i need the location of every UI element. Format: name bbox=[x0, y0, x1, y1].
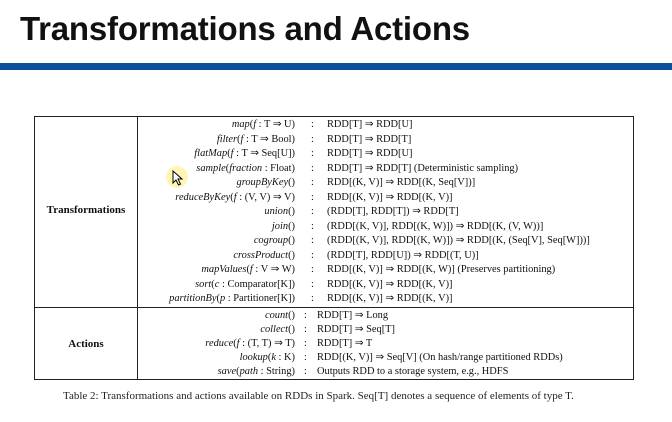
open-paren: ( bbox=[288, 220, 292, 232]
operation-type: Outputs RDD to a storage system, e.g., HDFS bbox=[317, 366, 509, 377]
parameter-type: : T ⇒ Seq[U]) bbox=[233, 148, 295, 159]
parameter-type: ) bbox=[291, 177, 295, 188]
open-paren: ( bbox=[211, 278, 215, 290]
operation-type: RDD[(K, V)] ⇒ RDD[(K, V)] bbox=[327, 293, 453, 304]
separator-colon: : bbox=[311, 293, 314, 304]
parameter-name: path bbox=[239, 366, 259, 377]
parameter-type: : Float) bbox=[262, 162, 295, 174]
parameter-name: f bbox=[236, 338, 240, 349]
operation-type: RDD[(K, V)] ⇒ RDD[(K, W)] (Preserves partitioning) bbox=[327, 264, 556, 275]
operation-name: count bbox=[264, 310, 289, 321]
operation-type: RDD[(K, V)] ⇒ Seq[V] (On hash/range partitioned RDDs) bbox=[317, 352, 563, 363]
operation-signature bbox=[195, 278, 295, 292]
operation-type: RDD[T] ⇒ RDD[T] (Deterministic sampling) bbox=[327, 162, 519, 174]
operation-signature bbox=[240, 351, 295, 365]
operation-signature bbox=[237, 176, 296, 190]
separator-colon: : bbox=[311, 278, 314, 290]
operation-name: mapValues bbox=[201, 264, 247, 275]
operation-type: RDD[T] ⇒ RDD[T] bbox=[327, 133, 412, 145]
parameter-type: : String) bbox=[258, 366, 295, 377]
operation-signature bbox=[265, 309, 295, 323]
title-divider bbox=[0, 63, 672, 70]
parameter-type: : T ⇒ Bool) bbox=[243, 133, 295, 145]
operation-type: (RDD[(K, V)], RDD[(K, W)]) ⇒ RDD[(K, (V, W))] bbox=[327, 220, 544, 232]
operation-name: reduceByKey bbox=[175, 191, 231, 203]
parameter-type: : T ⇒ U) bbox=[256, 119, 295, 130]
open-paren: ( bbox=[236, 366, 240, 377]
separator-colon: : bbox=[304, 366, 307, 377]
operation-name: cogroup bbox=[253, 235, 289, 246]
operation-signature bbox=[194, 147, 295, 161]
separator-colon: : bbox=[311, 119, 314, 130]
operation-row bbox=[138, 205, 633, 219]
operation-name: join bbox=[271, 220, 289, 232]
operation-row bbox=[138, 309, 633, 323]
operation-type: RDD[T] ⇒ T bbox=[317, 338, 373, 349]
operation-signature bbox=[175, 191, 295, 205]
operation-signature bbox=[201, 263, 295, 277]
operation-name: sample bbox=[196, 162, 226, 174]
operation-name: save bbox=[217, 366, 237, 377]
operation-type: RDD[(K, V)] ⇒ RDD[(K, V)] bbox=[327, 278, 453, 290]
separator-colon: : bbox=[311, 235, 314, 246]
open-paren: ( bbox=[288, 235, 292, 246]
operation-type: (RDD[T], RDD[U]) ⇒ RDD[(T, U)] bbox=[327, 249, 479, 261]
operation-name: crossProduct bbox=[233, 249, 289, 261]
operation-signature bbox=[272, 220, 295, 234]
open-paren: ( bbox=[288, 324, 292, 335]
open-paren: ( bbox=[230, 191, 234, 203]
operation-row bbox=[138, 147, 633, 161]
separator-colon: : bbox=[311, 133, 314, 145]
actions-label: Actions bbox=[68, 338, 104, 350]
parameter-type: : (T, T) ⇒ T) bbox=[239, 338, 295, 349]
separator-colon: : bbox=[311, 162, 314, 174]
operation-type: RDD[(K, V)] ⇒ RDD[(K, Seq[V])] bbox=[327, 177, 476, 188]
operation-type: RDD[T] ⇒ Long bbox=[317, 310, 389, 321]
parameter-name: f bbox=[233, 191, 237, 203]
operation-name: partitionBy bbox=[169, 293, 217, 304]
operation-name: groupByKey bbox=[236, 177, 289, 188]
parameter-type: ) bbox=[291, 220, 295, 232]
operation-signature bbox=[254, 234, 295, 248]
operation-row bbox=[138, 220, 633, 234]
open-paren: ( bbox=[233, 338, 237, 349]
parameter-type: : Comparator[K]) bbox=[219, 278, 295, 290]
operation-signature bbox=[169, 292, 295, 306]
open-paren: ( bbox=[216, 293, 220, 304]
operation-signature bbox=[264, 205, 295, 219]
parameter-name: f bbox=[230, 148, 234, 159]
open-paren: ( bbox=[249, 119, 254, 130]
operation-signature bbox=[218, 365, 295, 379]
parameter-type: : Partitioner[K]) bbox=[225, 293, 295, 304]
separator-colon: : bbox=[304, 338, 307, 349]
open-paren: ( bbox=[288, 206, 292, 217]
open-paren: ( bbox=[288, 177, 292, 188]
operation-row bbox=[138, 351, 633, 365]
operation-name: flatMap bbox=[194, 148, 228, 159]
transformations-section bbox=[35, 117, 633, 308]
operation-type: RDD[T] ⇒ Seq[T] bbox=[317, 324, 395, 335]
separator-colon: : bbox=[311, 148, 314, 159]
open-paren: ( bbox=[246, 264, 250, 275]
separator-colon: : bbox=[304, 324, 307, 335]
operation-row bbox=[138, 263, 633, 277]
operation-row bbox=[138, 323, 633, 337]
parameter-type: ) bbox=[291, 206, 295, 217]
open-paren: ( bbox=[227, 148, 231, 159]
open-paren: ( bbox=[225, 162, 230, 174]
separator-colon: : bbox=[311, 177, 314, 188]
operation-row bbox=[138, 365, 633, 379]
operation-type: RDD[T] ⇒ RDD[U] bbox=[327, 119, 413, 130]
operation-row bbox=[138, 234, 633, 248]
parameter-name: f bbox=[253, 119, 257, 130]
parameter-name: k bbox=[271, 352, 276, 363]
actions-section bbox=[35, 308, 633, 379]
open-paren: ( bbox=[288, 310, 292, 321]
operations-table bbox=[34, 116, 634, 380]
parameter-name: p bbox=[219, 293, 226, 304]
operation-signature bbox=[233, 249, 295, 263]
parameter-name: f bbox=[249, 264, 253, 275]
operation-row bbox=[138, 191, 633, 205]
table-caption: Table 2: Transformations and actions available on RDDs in Spark. Seq[T] denotes a sequence of elements of type T. bbox=[63, 390, 574, 402]
operation-type: (RDD[(K, V)], RDD[(K, W)]) ⇒ RDD[(K, (Seq[V], Seq[W]))] bbox=[327, 235, 590, 246]
parameter-type: ) bbox=[291, 249, 295, 261]
operation-row bbox=[138, 133, 633, 147]
operation-signature bbox=[217, 133, 295, 147]
operation-row bbox=[138, 292, 633, 306]
separator-colon: : bbox=[311, 206, 314, 217]
operation-name: filter bbox=[216, 133, 238, 145]
operation-signature bbox=[260, 323, 295, 337]
operation-row bbox=[138, 337, 633, 351]
parameter-type: ) bbox=[291, 310, 295, 321]
operation-row bbox=[138, 278, 633, 292]
operation-signature bbox=[205, 337, 295, 351]
open-paren: ( bbox=[237, 133, 241, 145]
operation-row bbox=[138, 249, 633, 263]
open-paren: ( bbox=[267, 352, 272, 363]
separator-colon: : bbox=[311, 264, 314, 275]
parameter-type: : K) bbox=[275, 352, 295, 363]
parameter-type: ) bbox=[291, 324, 295, 335]
slide-title: Transformations and Actions bbox=[20, 10, 470, 47]
operation-name: union bbox=[264, 206, 289, 217]
separator-colon: : bbox=[304, 310, 307, 321]
operation-name: sort bbox=[195, 278, 212, 290]
parameter-name: fraction bbox=[229, 162, 263, 174]
mouse-pointer-icon bbox=[172, 170, 184, 186]
operation-row bbox=[138, 118, 633, 132]
operation-signature bbox=[232, 118, 295, 132]
operation-row bbox=[138, 176, 633, 190]
separator-colon: : bbox=[311, 249, 314, 261]
operation-name: map bbox=[231, 119, 250, 130]
operation-name: lookup bbox=[239, 352, 268, 363]
separator-colon: : bbox=[311, 220, 314, 232]
parameter-type: : (V, V) ⇒ V) bbox=[236, 191, 295, 203]
operation-name: reduce bbox=[205, 338, 234, 349]
operation-type: (RDD[T], RDD[T]) ⇒ RDD[T] bbox=[327, 206, 459, 217]
operation-type: RDD[T] ⇒ RDD[U] bbox=[327, 148, 413, 159]
separator-colon: : bbox=[304, 352, 307, 363]
operation-row bbox=[138, 162, 633, 176]
parameter-type: : V ⇒ W) bbox=[252, 264, 295, 275]
open-paren: ( bbox=[288, 249, 292, 261]
operation-name: collect bbox=[260, 324, 289, 335]
operation-signature bbox=[196, 162, 295, 176]
parameter-type: ) bbox=[291, 235, 295, 246]
operation-type: RDD[(K, V)] ⇒ RDD[(K, V)] bbox=[327, 191, 453, 203]
parameter-name: f bbox=[240, 133, 244, 145]
separator-colon: : bbox=[311, 191, 314, 203]
transformations-label: Transformations bbox=[46, 204, 126, 216]
parameter-name: c bbox=[214, 278, 220, 290]
